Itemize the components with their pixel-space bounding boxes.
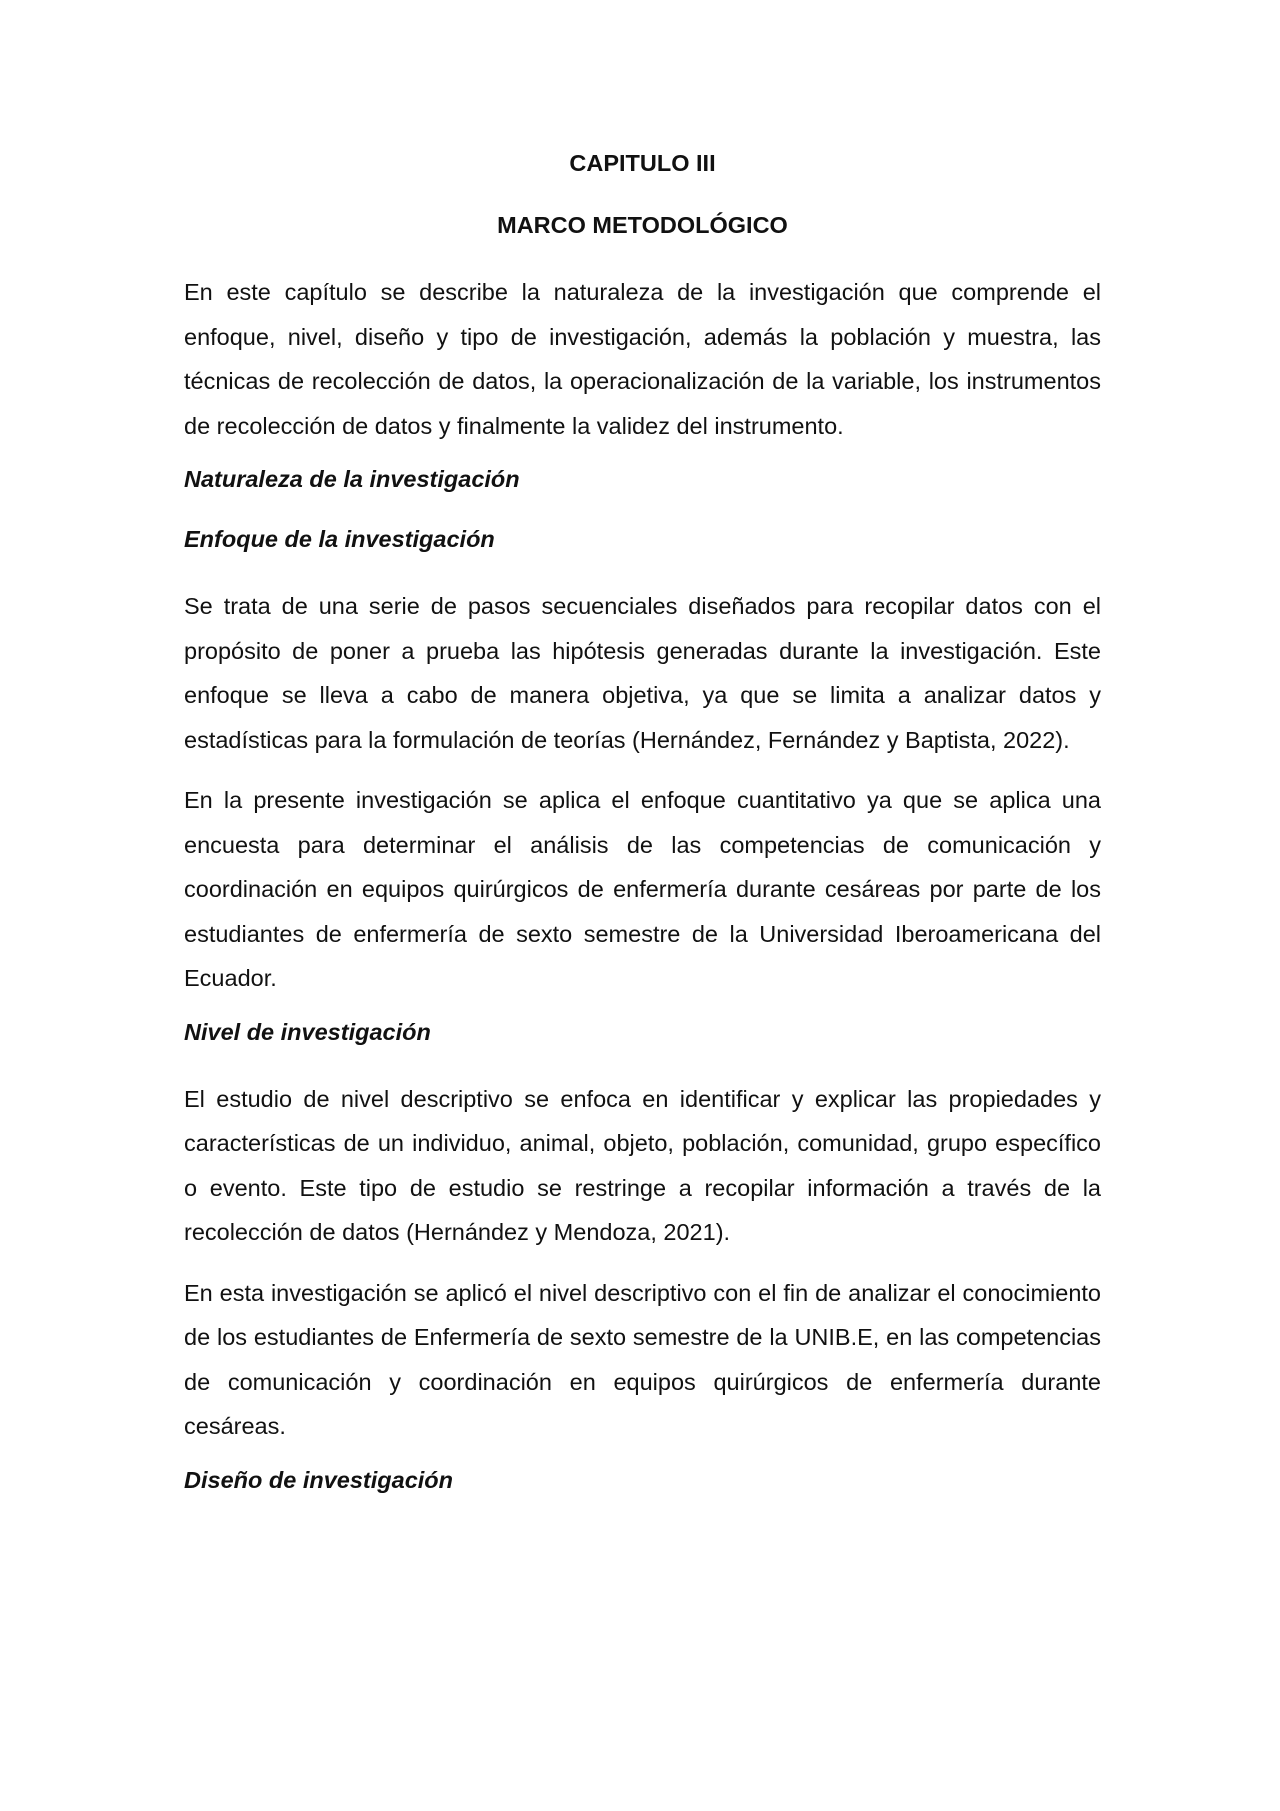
heading-naturaleza: Naturaleza de la investigación: [184, 466, 520, 492]
nivel-paragraph-2: En esta investigación se aplicó el nivel descriptivo con el fin de analizar el conocimiento de los estudiantes de Enfermería de sexto semestre de la UNIB.E, en las competencias de comunicación y coordinación en equipos quirúrgicos de enfermería durante cesáreas.: [184, 1279, 1101, 1439]
nivel-paragraph-1: El estudio de nivel descriptivo se enfoca en identificar y explicar las propiedades y características de un individuo, animal, objeto, población, comunidad, grupo específico o evento. Este tipo de estudio se restringe a recopilar información a través de la recolección de datos (Hernández y Mendoza, 2021).: [184, 1085, 1101, 1245]
document-body: [184, 148, 1101, 1525]
enfoque-paragraph-1: Se trata de una serie de pasos secuenciales diseñados para recopilar datos con el propósito de poner a prueba las hipótesis generadas durante la investigación. Este enfoque se lleva a cabo de manera objetiva, ya que se limita a analizar datos y estadísticas para la formulación de teorías (Hernández, Fernández y Baptista, 2022).: [184, 593, 1101, 753]
chapter-title: MARCO METODOLÓGICO: [497, 212, 788, 238]
enfoque-paragraph-2: En la presente investigación se aplica el enfoque cuantitativo ya que se aplica una encuesta para determinar el análisis de las competencias de comunicación y coordinación en equipos quirúrgicos de enfermería durante cesáreas por parte de los estudiantes de enfermería de sexto semestre de la Universidad Iberoamericana del Ecuador.: [184, 787, 1101, 991]
heading-enfoque: Enfoque de la investigación: [184, 526, 495, 552]
heading-diseno: Diseño de investigación: [184, 1466, 454, 1493]
intro-paragraph: En este capítulo se describe la naturaleza de la investigación que comprende el enfoque, nivel, diseño y tipo de investigación, además la población y muestra, las técnicas de recolección de datos, la operacionalización de la variable, los instrumentos de recolección de datos y finalmente la validez del instrumento.: [184, 279, 1101, 439]
chapter-number: CAPITULO III: [569, 150, 716, 176]
heading-nivel: Nivel de investigación: [184, 1018, 431, 1045]
